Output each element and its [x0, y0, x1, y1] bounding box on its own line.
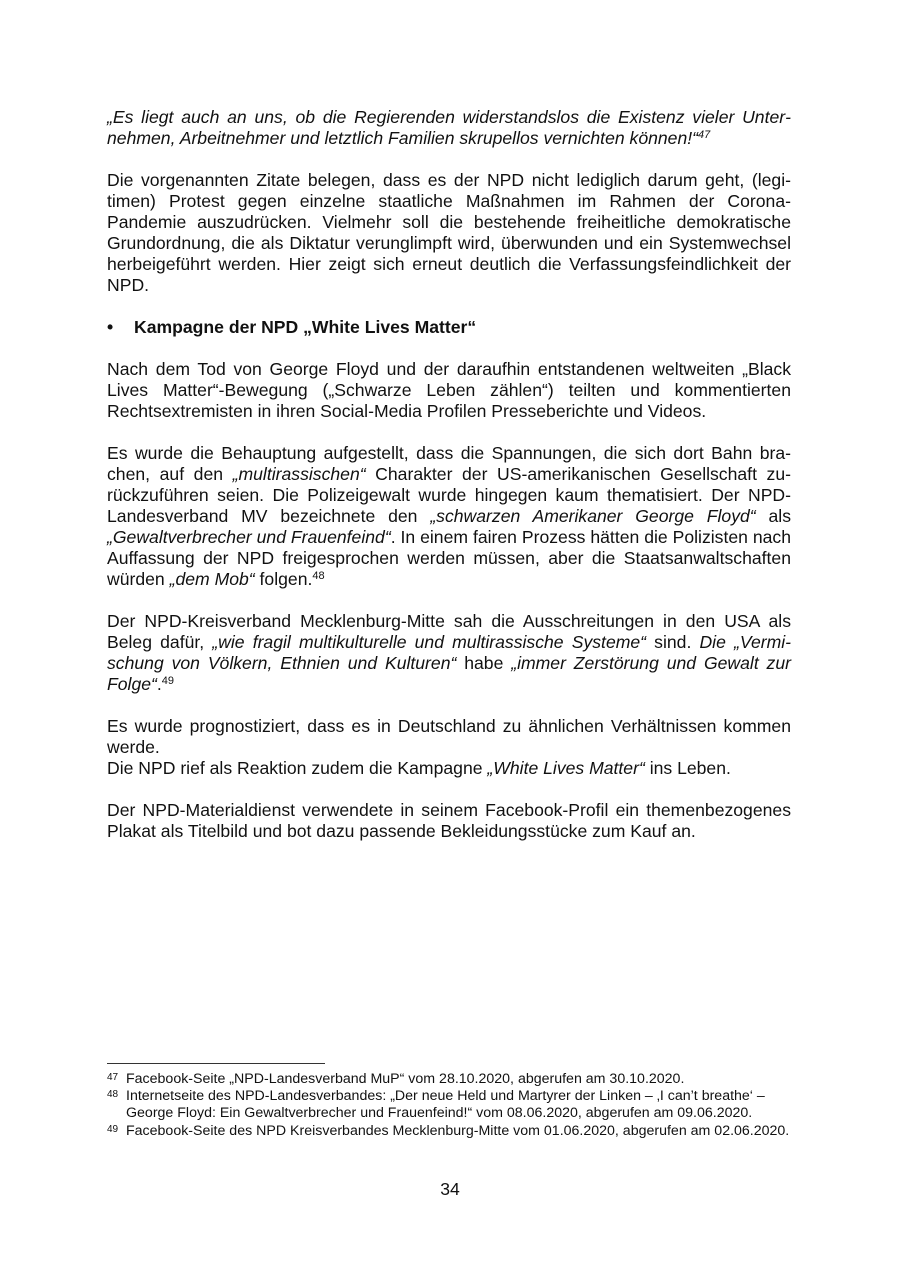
footnotes — [107, 1071, 791, 1140]
footnote-divider — [107, 1063, 325, 1064]
p3-quote-mob: „dem Mob“ — [169, 569, 255, 589]
p6-text-c: ins Leben. — [644, 758, 731, 778]
footnote-text: Internetseite des NPD-Landesverbandes: „Der neue Held und Martyrer der Linken – ‚I can’t breathe‘ – George Floyd: Ein Gewaltverbrecher und Frauenfeind!“ vom 08.06.2020, abgerufen am 09.06.2020. — [126, 1088, 765, 1122]
quote-paragraph — [107, 107, 791, 149]
p4-quote-vermischung: Die „Vermischung von Völkern, Ethnien und Kulturen“ — [107, 632, 792, 673]
footnote-number: 48 — [107, 1089, 119, 1101]
paragraph-4 — [107, 611, 791, 695]
p4-quote-zerstoerung: „immer Zerstörung und Gewalt zur Folge“ — [107, 653, 792, 694]
p3-text-g: . In einem fairen Prozess hätten die Polizisten nach Auffassung der NPD freigesprochen werden müssen, aber die Staatsanwaltschaften würden — [107, 527, 791, 589]
paragraph-5: Es wurde prognostiziert, dass es in Deutschland zu ähnlichen Verhältnissen kommen werde. — [107, 716, 791, 757]
quote-text: „Es liegt auch an uns, ob die Regierenden widerstandslos die Existenz vieler Unternehmen, Arbeitnehmer und letztlich Familien skrupellos vernichten können!“ — [107, 107, 791, 148]
paragraph-6 — [107, 758, 791, 779]
p3-text-a: Es wurde die Behauptung aufgestellt, dass die Spannungen, die sich dort Bahn brachen, auf den — [107, 443, 791, 484]
footnote-ref-48: 48 — [312, 570, 325, 582]
main-text — [107, 107, 791, 842]
p3-quote-gewaltverbrecher: „Gewaltverbrecher und Frauenfeind“ — [107, 527, 391, 547]
p3-text-c: Charakter der US-amerikanischen Gesellschaft zurückzuführen seien. Die Polizeigewalt wurde hingegen kaum thematisiert. Der NPD-Landesverband MV bezeichnete den — [107, 464, 791, 526]
footnote-49 — [107, 1123, 791, 1140]
bullet-heading — [107, 317, 791, 338]
footnote-text: Facebook-Seite des NPD Kreisverbandes Mecklenburg-Mitte vom 01.06.2020, abgerufen am 02.06.2020. — [126, 1122, 790, 1139]
paragraph-1: Die vorgenannten Zitate belegen, dass es der NPD nicht lediglich darum geht, (legitimen) Protest gegen einzelne staatliche Maßnahmen im Rahmen der Corona-Pandemie auszudrücken. Vielmehr soll die bestehende freiheitliche demokratische Grundordnung, die als Diktatur verunglimpft wird, überwunden und ein Systemwechsel herbeigeführt werden. Hier zeigt sich erneut deutlich die Verfassungsfeindlichkeit der NPD. — [107, 170, 791, 295]
paragraph-3 — [107, 443, 791, 590]
bullet-icon: • — [107, 317, 114, 337]
footnote-ref-47: 47 — [698, 129, 711, 141]
p4-text-c: sind. — [646, 632, 700, 652]
bullet-heading-text: Kampagne der NPD „White Lives Matter“ — [134, 317, 477, 337]
footnote-ref-49: 49 — [161, 675, 175, 687]
p4-text-g: . — [156, 674, 162, 694]
footnote-text: Facebook-Seite „NPD-Landesverband MuP“ vom 28.10.2020, abgerufen am 30.10.2020. — [126, 1071, 685, 1087]
paragraph-2: Nach dem Tod von George Floyd und der daraufhin entstandenen weltweiten „Black Lives Matter“-Bewegung („Schwarze Leben zählen“) teilten und kommentierten Rechtsextremisten in ihren Social-Media Profilen Presseberichte und Videos. — [107, 359, 791, 421]
footnote-number: 49 — [107, 1123, 119, 1135]
p6-text-a: Die NPD rief als Reaktion zudem die Kampagne — [107, 758, 488, 778]
p3-text-i: folgen. — [254, 569, 313, 589]
footnote-47 — [107, 1071, 791, 1088]
p3-quote-floyd: „schwarzen Amerikaner George Floyd“ — [430, 506, 756, 526]
p4-text-a: Der NPD-Kreisverband Mecklenburg-Mitte sah die Ausschreitungen in den USA als Beleg dafür, — [107, 611, 791, 652]
p4-quote-fragil: „wie fragil multikulturelle und multirassische Systeme“ — [212, 632, 647, 652]
p3-quote-multirassisch: „multirassischen“ — [232, 464, 366, 484]
p4-text-e: habe — [456, 653, 512, 673]
p3-text-e: als — [755, 506, 792, 526]
page-number: 34 — [440, 1179, 460, 1199]
paragraph-7: Der NPD-Materialdienst verwendete in seinem Facebook-Profil ein themenbezogenes Plakat als Titelbild und bot dazu passende Bekleidungsstücke zum Kauf an. — [107, 800, 791, 841]
footnote-48 — [107, 1088, 791, 1122]
p6-quote-campaign: „White Lives Matter“ — [487, 758, 645, 778]
footnote-number: 47 — [107, 1072, 119, 1083]
